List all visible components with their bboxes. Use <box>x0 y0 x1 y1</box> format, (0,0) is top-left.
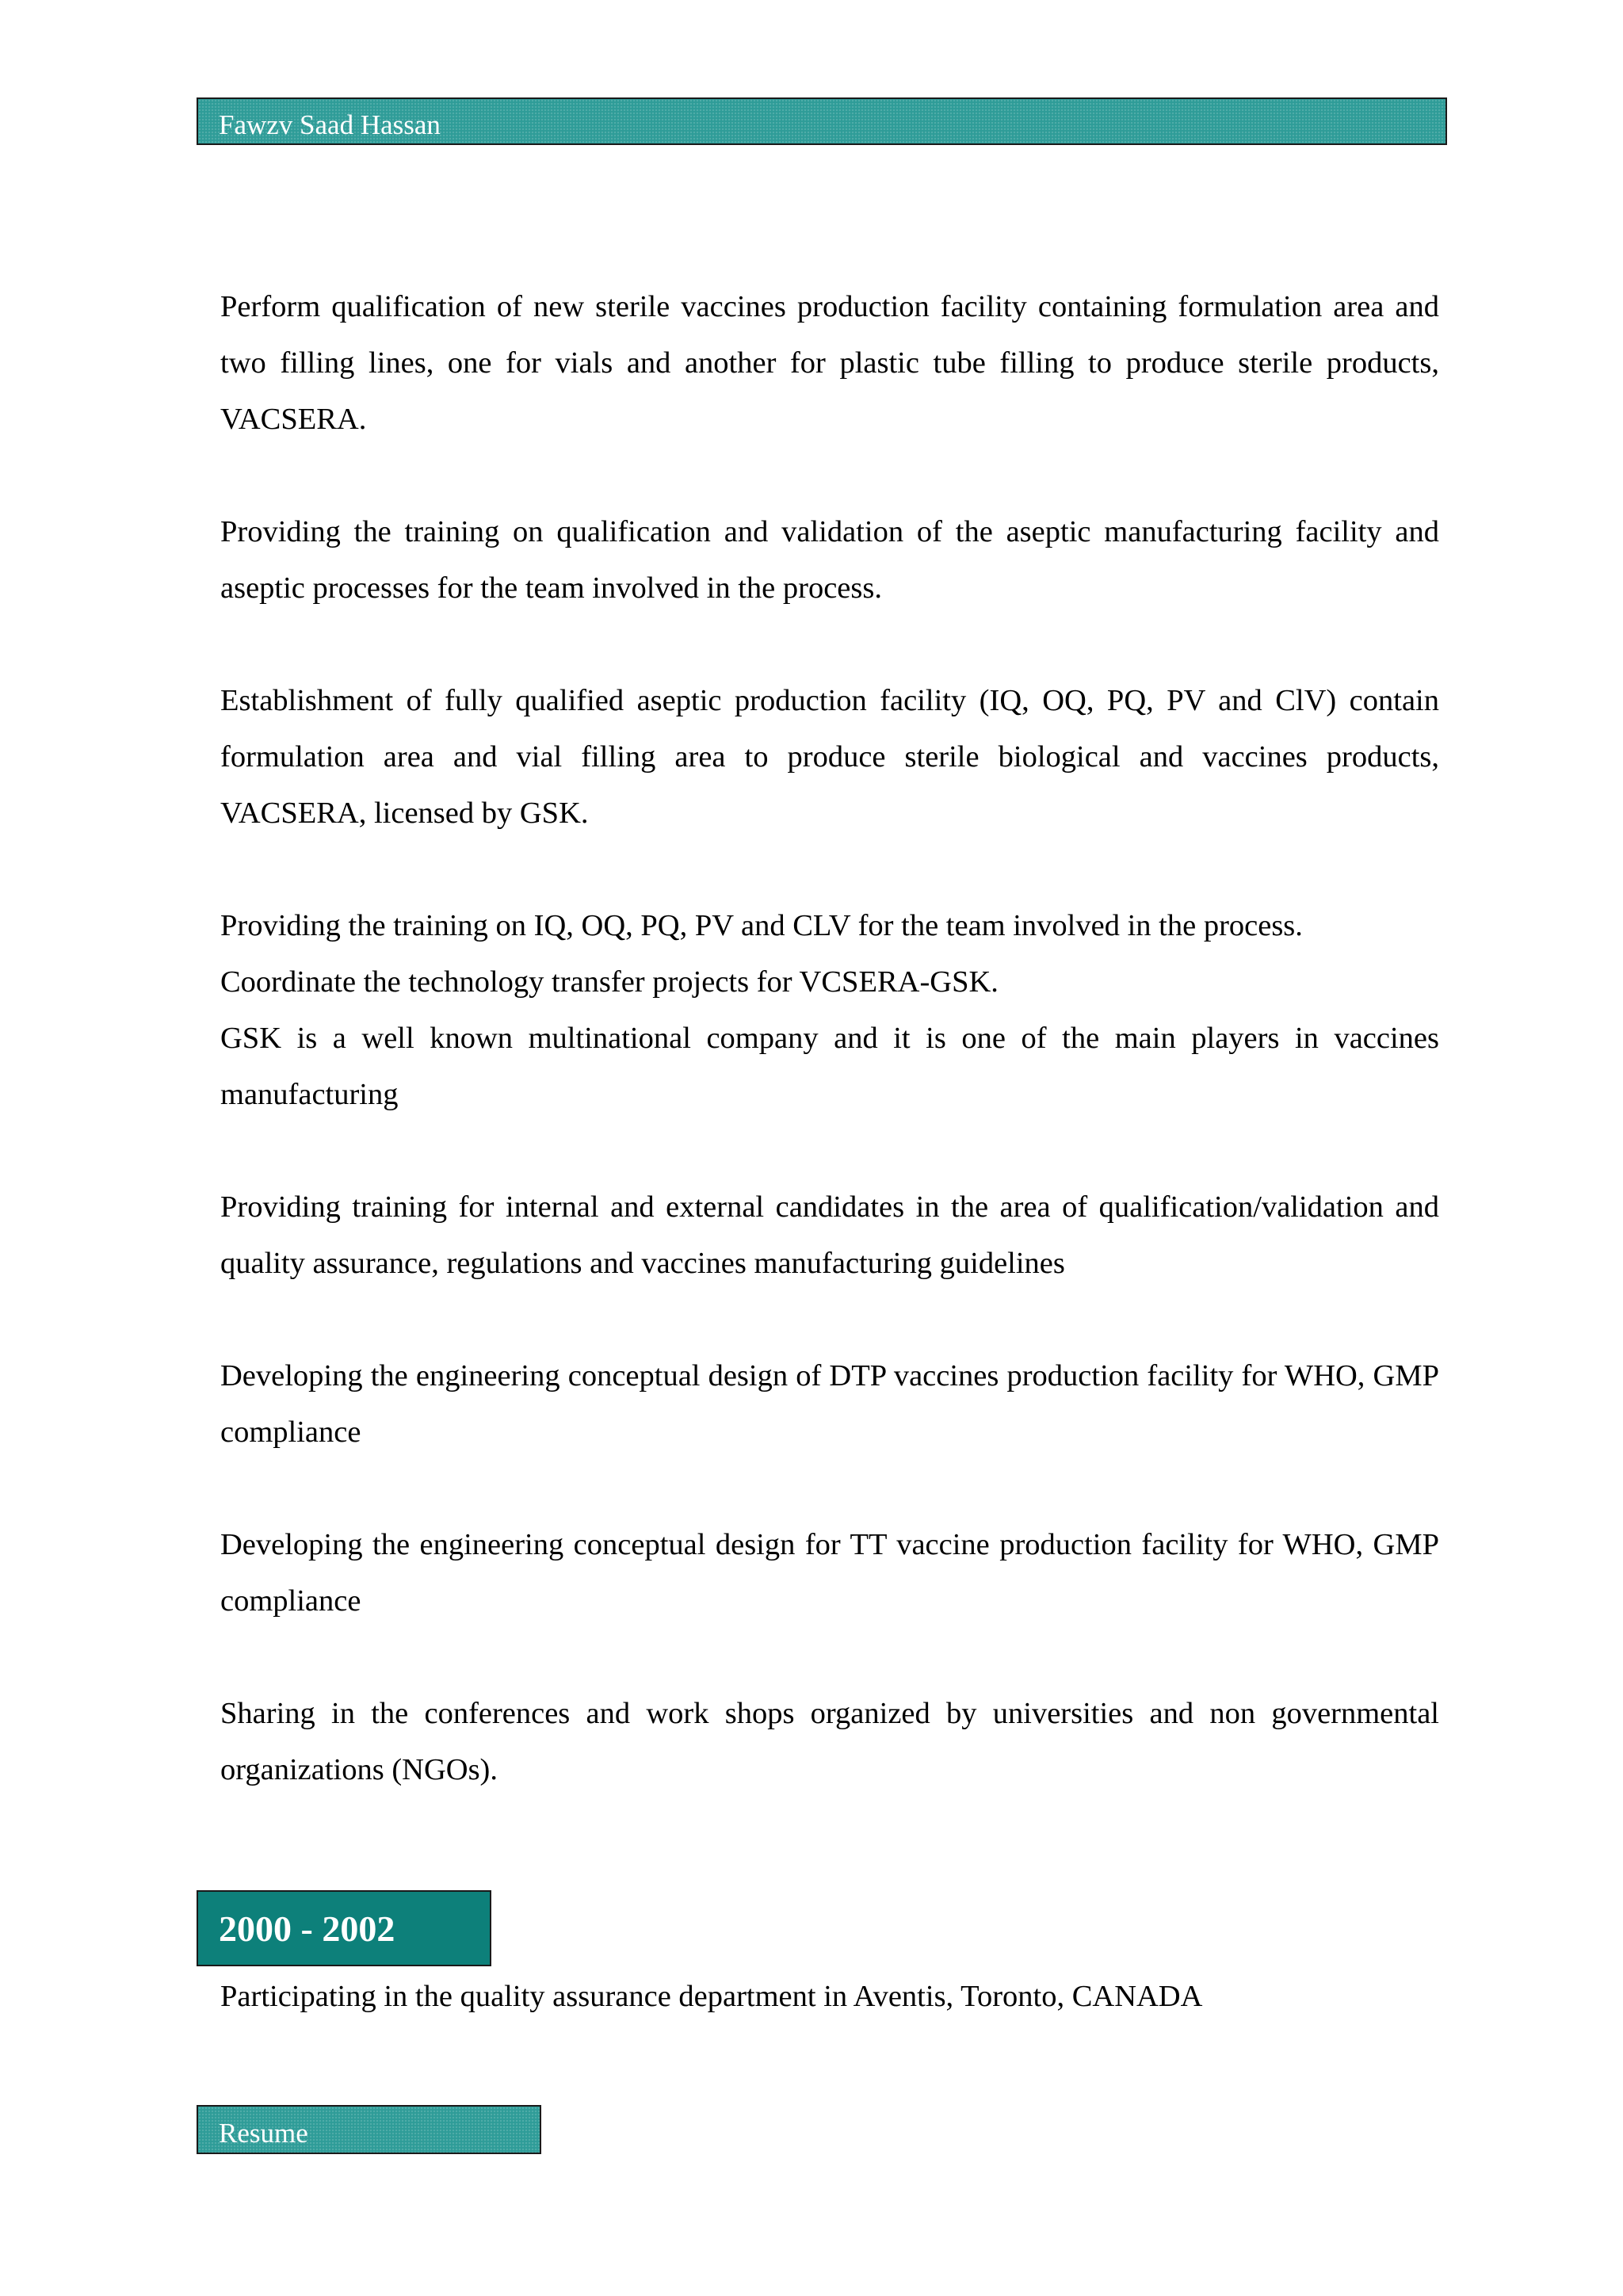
footer-banner <box>197 2105 541 2154</box>
responsibilities-list <box>220 279 1439 1798</box>
experience-description: Participating in the quality assurance department in Aventis, Toronto, CANADA <box>220 1980 1203 2013</box>
paragraph-tt-design <box>220 1517 1439 1629</box>
header-banner <box>197 97 1447 145</box>
paragraph-establishment <box>220 673 1439 842</box>
experience-period: 2000 - 2002 <box>219 1908 395 1949</box>
experience-period-box <box>197 1890 491 1966</box>
paragraph-conferences <box>220 1686 1439 1798</box>
paragraph-text: Developing the engineering conceptual design of DTP vaccines production facility for WHO, GMP compliance <box>220 1359 1439 1449</box>
header-name: Fawzv Saad Hassan <box>219 109 441 140</box>
footer-label: Resume <box>219 2118 308 2149</box>
paragraph-text: Providing training for internal and external candidates in the area of qualification/validation and quality assurance, regulations and vaccines manufacturing guidelines <box>220 1190 1439 1280</box>
paragraph-dtp-design <box>220 1348 1439 1461</box>
paragraph-text: Providing the training on qualification and validation of the aseptic manufacturing facility and aseptic processes for the team involved in the process. <box>220 515 1439 605</box>
paragraph-text: Perform qualification of new sterile vaccines production facility containing formulation area and two filling lines, one for vials and another for plastic tube filling to produce sterile products, VACSERA. <box>220 290 1439 436</box>
paragraph-training-gsk <box>220 898 1439 1123</box>
paragraph-line: Providing the training on IQ, OQ, PQ, PV and CLV for the team involved in the process. <box>220 909 1303 942</box>
paragraph-training-candidates <box>220 1179 1439 1292</box>
paragraph-line: GSK is a well known multinational company and it is one of the main players in vaccines manufacturing <box>220 1022 1439 1111</box>
paragraph-training-aseptic <box>220 504 1439 617</box>
paragraph-text: Developing the engineering conceptual design for TT vaccine production facility for WHO, GMP compliance <box>220 1528 1439 1618</box>
paragraph-qualification <box>220 279 1439 448</box>
paragraph-text: Establishment of fully qualified aseptic production facility (IQ, OQ, PQ, PV and ClV) contain formulation area and vial filling area to produce sterile biological and vaccines products, VACSERA, licensed by GSK. <box>220 684 1439 830</box>
paragraph-text: Sharing in the conferences and work shops organized by universities and non governmental organizations (NGOs). <box>220 1697 1439 1786</box>
paragraph-line: Coordinate the technology transfer projects for VCSERA-GSK. <box>220 965 999 999</box>
